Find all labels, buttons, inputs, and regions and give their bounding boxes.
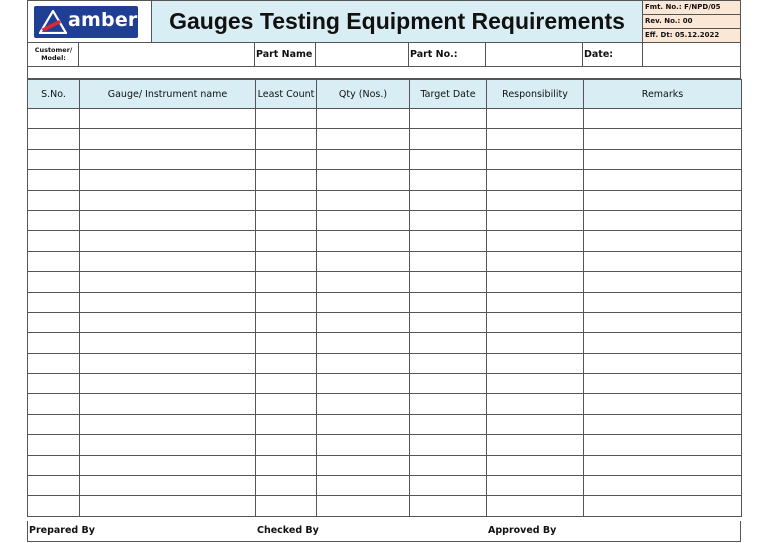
cell-responsibility[interactable] bbox=[487, 333, 584, 353]
cell-instrument[interactable] bbox=[80, 272, 256, 292]
cell-target-date[interactable] bbox=[410, 353, 487, 373]
prepared-by-label: Prepared By bbox=[29, 525, 95, 536]
cell-instrument[interactable] bbox=[80, 149, 256, 169]
cell-serial[interactable] bbox=[28, 353, 80, 373]
cell-target-date[interactable] bbox=[410, 109, 487, 129]
cell-instrument[interactable] bbox=[80, 333, 256, 353]
table-row bbox=[28, 476, 742, 496]
cell-target-date[interactable] bbox=[410, 414, 487, 434]
cell-serial[interactable] bbox=[28, 292, 80, 312]
cell-instrument[interactable] bbox=[80, 455, 256, 475]
cell-least-count[interactable] bbox=[256, 435, 317, 455]
cell-qty[interactable] bbox=[317, 394, 410, 414]
cell-least-count[interactable] bbox=[256, 129, 317, 149]
cell-instrument[interactable] bbox=[80, 190, 256, 210]
cell-instrument[interactable] bbox=[80, 251, 256, 271]
cell-least-count[interactable] bbox=[256, 353, 317, 373]
cell-target-date[interactable] bbox=[410, 476, 487, 496]
cell-least-count[interactable] bbox=[256, 333, 317, 353]
cell-instrument[interactable] bbox=[80, 129, 256, 149]
table-row bbox=[28, 496, 742, 516]
cell-least-count[interactable] bbox=[256, 170, 317, 190]
cell-responsibility[interactable] bbox=[487, 353, 584, 373]
signature-footer bbox=[27, 521, 741, 542]
cell-serial[interactable] bbox=[28, 333, 80, 353]
cell-remarks[interactable] bbox=[584, 272, 742, 292]
cell-serial[interactable] bbox=[28, 170, 80, 190]
cell-serial[interactable] bbox=[28, 129, 80, 149]
cell-least-count[interactable] bbox=[256, 292, 317, 312]
cell-qty[interactable] bbox=[317, 414, 410, 434]
cell-remarks[interactable] bbox=[584, 414, 742, 434]
cell-qty[interactable] bbox=[317, 210, 410, 230]
cell-serial[interactable] bbox=[28, 394, 80, 414]
column-header-serial: S.No. bbox=[28, 80, 80, 109]
table-row bbox=[28, 353, 742, 373]
cell-qty[interactable] bbox=[317, 496, 410, 516]
cell-responsibility[interactable] bbox=[487, 394, 584, 414]
column-header-remarks: Remarks bbox=[584, 80, 742, 109]
cell-remarks[interactable] bbox=[584, 170, 742, 190]
cell-remarks[interactable] bbox=[584, 435, 742, 455]
table-row bbox=[28, 435, 742, 455]
amber-logo-icon bbox=[39, 10, 67, 34]
approved-by-label: Approved By bbox=[488, 525, 557, 536]
cell-target-date[interactable] bbox=[410, 170, 487, 190]
cell-serial[interactable] bbox=[28, 272, 80, 292]
table-row bbox=[28, 374, 742, 394]
cell-remarks[interactable] bbox=[584, 353, 742, 373]
cell-remarks[interactable] bbox=[584, 210, 742, 230]
column-header-least-count: Least Count bbox=[256, 80, 317, 109]
cell-target-date[interactable] bbox=[410, 149, 487, 169]
cell-least-count[interactable] bbox=[256, 455, 317, 475]
table-row bbox=[28, 251, 742, 271]
cell-qty[interactable] bbox=[317, 109, 410, 129]
cell-qty[interactable] bbox=[317, 333, 410, 353]
cell-serial[interactable] bbox=[28, 374, 80, 394]
part-no-label: Part No.: bbox=[409, 43, 486, 67]
cell-least-count[interactable] bbox=[256, 394, 317, 414]
amber-logo bbox=[34, 6, 138, 38]
effective-date: Eff. Dt: 05.12.2022 bbox=[643, 29, 741, 43]
cell-instrument[interactable] bbox=[80, 394, 256, 414]
cell-target-date[interactable] bbox=[410, 455, 487, 475]
table-row bbox=[28, 170, 742, 190]
cell-responsibility[interactable] bbox=[487, 109, 584, 129]
cell-least-count[interactable] bbox=[256, 414, 317, 434]
customer-model-label bbox=[27, 43, 79, 67]
cell-qty[interactable] bbox=[317, 149, 410, 169]
cell-remarks[interactable] bbox=[584, 455, 742, 475]
cell-least-count[interactable] bbox=[256, 476, 317, 496]
cell-responsibility[interactable] bbox=[487, 292, 584, 312]
cell-target-date[interactable] bbox=[410, 374, 487, 394]
cell-responsibility[interactable] bbox=[487, 149, 584, 169]
cell-least-count[interactable] bbox=[256, 312, 317, 332]
table-row bbox=[28, 129, 742, 149]
cell-serial[interactable] bbox=[28, 231, 80, 251]
cell-serial[interactable] bbox=[28, 455, 80, 475]
cell-responsibility[interactable] bbox=[487, 455, 584, 475]
cell-responsibility[interactable] bbox=[487, 190, 584, 210]
cell-serial[interactable] bbox=[28, 435, 80, 455]
cell-responsibility[interactable] bbox=[487, 374, 584, 394]
table-row bbox=[28, 190, 742, 210]
column-header-instrument: Gauge/ Instrument name bbox=[80, 80, 256, 109]
cell-instrument[interactable] bbox=[80, 374, 256, 394]
cell-qty[interactable] bbox=[317, 272, 410, 292]
table-row bbox=[28, 210, 742, 230]
cell-target-date[interactable] bbox=[410, 272, 487, 292]
cell-responsibility[interactable] bbox=[487, 129, 584, 149]
spacer-row bbox=[27, 67, 741, 79]
table-row bbox=[28, 312, 742, 332]
table-row bbox=[28, 231, 742, 251]
cell-remarks[interactable] bbox=[584, 109, 742, 129]
cell-responsibility[interactable] bbox=[487, 414, 584, 434]
customer-label-line2: Model: bbox=[41, 54, 66, 62]
cell-target-date[interactable] bbox=[410, 129, 487, 149]
cell-instrument[interactable] bbox=[80, 231, 256, 251]
cell-remarks[interactable] bbox=[584, 476, 742, 496]
column-header-responsibility: Responsibility bbox=[487, 80, 584, 109]
cell-qty[interactable] bbox=[317, 374, 410, 394]
cell-remarks[interactable] bbox=[584, 333, 742, 353]
part-no-field[interactable] bbox=[486, 43, 583, 67]
cell-least-count[interactable] bbox=[256, 374, 317, 394]
cell-qty[interactable] bbox=[317, 435, 410, 455]
cell-remarks[interactable] bbox=[584, 190, 742, 210]
table-row bbox=[28, 109, 742, 129]
cell-target-date[interactable] bbox=[410, 190, 487, 210]
form-header bbox=[27, 0, 741, 43]
cell-remarks[interactable] bbox=[584, 312, 742, 332]
cell-least-count[interactable] bbox=[256, 210, 317, 230]
column-header-target-date: Target Date bbox=[410, 80, 487, 109]
cell-least-count[interactable] bbox=[256, 149, 317, 169]
cell-remarks[interactable] bbox=[584, 251, 742, 271]
cell-instrument[interactable] bbox=[80, 476, 256, 496]
cell-serial[interactable] bbox=[28, 414, 80, 434]
cell-qty[interactable] bbox=[317, 353, 410, 373]
cell-serial[interactable] bbox=[28, 496, 80, 516]
part-name-field[interactable] bbox=[316, 43, 409, 67]
cell-responsibility[interactable] bbox=[487, 476, 584, 496]
table-row bbox=[28, 333, 742, 353]
cell-instrument[interactable] bbox=[80, 170, 256, 190]
cell-target-date[interactable] bbox=[410, 210, 487, 230]
cell-qty[interactable] bbox=[317, 476, 410, 496]
cell-instrument[interactable] bbox=[80, 435, 256, 455]
cell-serial[interactable] bbox=[28, 210, 80, 230]
cell-target-date[interactable] bbox=[410, 435, 487, 455]
cell-responsibility[interactable] bbox=[487, 496, 584, 516]
cell-qty[interactable] bbox=[317, 251, 410, 271]
cell-target-date[interactable] bbox=[410, 312, 487, 332]
cell-least-count[interactable] bbox=[256, 190, 317, 210]
table-row bbox=[28, 455, 742, 475]
cell-target-date[interactable] bbox=[410, 292, 487, 312]
requirements-table bbox=[27, 79, 742, 517]
cell-responsibility[interactable] bbox=[487, 312, 584, 332]
table-header-row bbox=[28, 80, 742, 109]
cell-remarks[interactable] bbox=[584, 231, 742, 251]
cell-remarks[interactable] bbox=[584, 374, 742, 394]
table-row bbox=[28, 272, 742, 292]
cell-qty[interactable] bbox=[317, 292, 410, 312]
format-number: Fmt. No.: F/NPD/05 bbox=[643, 0, 741, 15]
table-body bbox=[28, 109, 742, 517]
logo-cell bbox=[27, 0, 152, 43]
cell-qty[interactable] bbox=[317, 231, 410, 251]
cell-qty[interactable] bbox=[317, 170, 410, 190]
table-row bbox=[28, 292, 742, 312]
page-title: Gauges Testing Equipment Requirements bbox=[169, 8, 625, 34]
cell-instrument[interactable] bbox=[80, 353, 256, 373]
cell-serial[interactable] bbox=[28, 312, 80, 332]
cell-instrument[interactable] bbox=[80, 414, 256, 434]
cell-least-count[interactable] bbox=[256, 251, 317, 271]
cell-target-date[interactable] bbox=[410, 251, 487, 271]
cell-responsibility[interactable] bbox=[487, 272, 584, 292]
table-row bbox=[28, 149, 742, 169]
cell-target-date[interactable] bbox=[410, 231, 487, 251]
cell-remarks[interactable] bbox=[584, 149, 742, 169]
cell-least-count[interactable] bbox=[256, 272, 317, 292]
cell-remarks[interactable] bbox=[584, 129, 742, 149]
cell-responsibility[interactable] bbox=[487, 435, 584, 455]
cell-serial[interactable] bbox=[28, 251, 80, 271]
cell-qty[interactable] bbox=[317, 455, 410, 475]
title-cell bbox=[152, 0, 643, 43]
logo-wordmark: amber bbox=[68, 9, 138, 31]
cell-responsibility[interactable] bbox=[487, 210, 584, 230]
checked-by-label: Checked By bbox=[257, 525, 319, 536]
cell-target-date[interactable] bbox=[410, 394, 487, 414]
cell-target-date[interactable] bbox=[410, 496, 487, 516]
cell-responsibility[interactable] bbox=[487, 231, 584, 251]
column-header-qty: Qty (Nos.) bbox=[317, 80, 410, 109]
cell-least-count[interactable] bbox=[256, 231, 317, 251]
cell-target-date[interactable] bbox=[410, 333, 487, 353]
part-name-label: Part Name bbox=[255, 43, 316, 67]
cell-serial[interactable] bbox=[28, 109, 80, 129]
cell-instrument[interactable] bbox=[80, 109, 256, 129]
cell-responsibility[interactable] bbox=[487, 251, 584, 271]
revision-number: Rev. No.: 00 bbox=[643, 15, 741, 30]
customer-model-field[interactable] bbox=[79, 43, 255, 67]
cell-instrument[interactable] bbox=[80, 496, 256, 516]
cell-qty[interactable] bbox=[317, 190, 410, 210]
cell-qty[interactable] bbox=[317, 129, 410, 149]
cell-remarks[interactable] bbox=[584, 394, 742, 414]
date-field[interactable] bbox=[643, 43, 741, 67]
cell-serial[interactable] bbox=[28, 149, 80, 169]
cell-serial[interactable] bbox=[28, 190, 80, 210]
cell-least-count[interactable] bbox=[256, 109, 317, 129]
cell-least-count[interactable] bbox=[256, 496, 317, 516]
cell-remarks[interactable] bbox=[584, 496, 742, 516]
customer-label-line1: Customer/ bbox=[34, 46, 73, 54]
cell-serial[interactable] bbox=[28, 476, 80, 496]
cell-qty[interactable] bbox=[317, 312, 410, 332]
date-label: Date: bbox=[583, 43, 643, 67]
cell-instrument[interactable] bbox=[80, 292, 256, 312]
cell-instrument[interactable] bbox=[80, 312, 256, 332]
info-row bbox=[27, 43, 741, 67]
cell-instrument[interactable] bbox=[80, 210, 256, 230]
table-row bbox=[28, 414, 742, 434]
table-row bbox=[28, 394, 742, 414]
cell-remarks[interactable] bbox=[584, 292, 742, 312]
cell-responsibility[interactable] bbox=[487, 170, 584, 190]
